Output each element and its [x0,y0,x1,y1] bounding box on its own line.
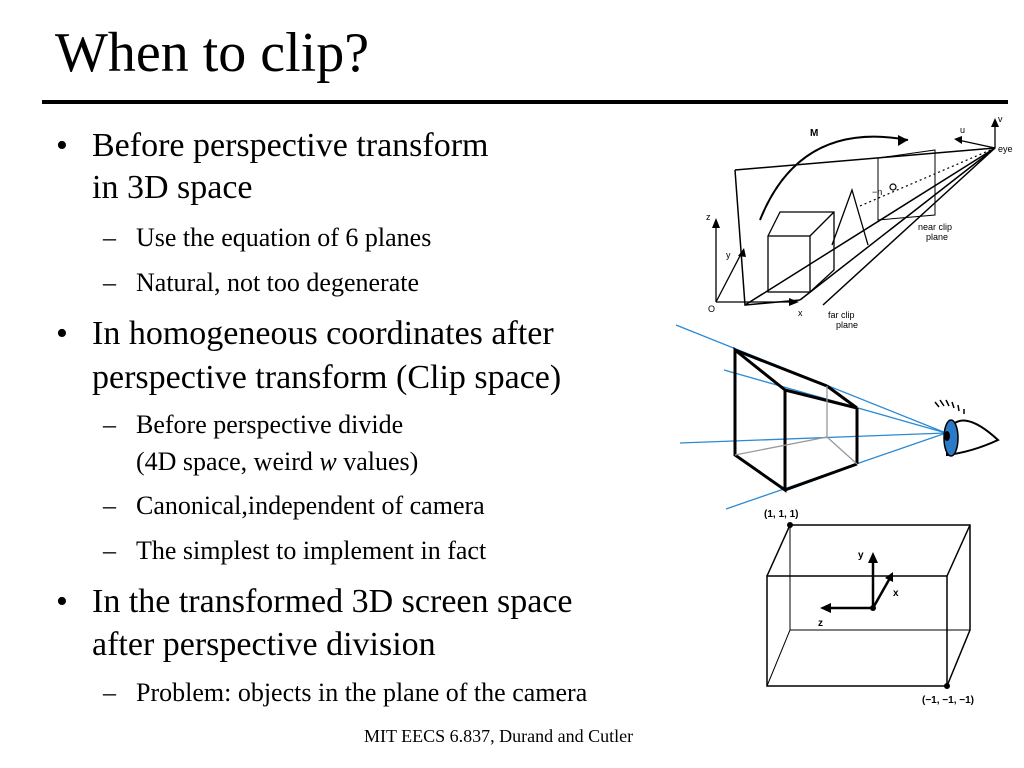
sub-bullet-marker: – [103,678,116,707]
sub-bullet-marker: – [103,223,116,252]
frustum-edge [745,148,995,305]
eye-icon [935,400,998,456]
sub-bullet-text: Use the equation of 6 planes [136,223,432,252]
canonical-box-hidden-edges [767,525,970,686]
sub-bullet-marker: – [103,410,116,439]
corner-point [944,683,950,689]
bullet-text: perspective transform (Clip space) [92,359,562,396]
sub-bullet-text-part: (4D space, weird [136,447,320,476]
canonical-box [767,525,970,686]
label-m: M [810,128,819,139]
label-y-axis: y [858,550,864,561]
label-z-axis: z [818,618,823,629]
corner-point [787,522,793,528]
ndc-axes [828,560,890,608]
label-bottom-corner: (−1, −1, −1) [922,695,974,706]
bullet-text: In the transformed 3D screen space [92,583,573,620]
sub-bullet-text: Before perspective divide [136,410,404,439]
label-near-clip: near clip [918,222,953,232]
frustum-edge [735,148,995,170]
pyramid-object [832,190,868,245]
label-top-corner: (1, 1, 1) [764,509,799,520]
sub-bullet-text [136,446,418,478]
arrow-head [789,298,799,306]
label-near-plane: plane [926,232,949,242]
bullet-marker: • [56,127,68,164]
label-z: z [706,212,711,222]
sub-bullet-text-italic: w [319,447,337,476]
label-x-axis: x [893,588,899,599]
view-frustum-figure [695,105,1024,340]
bullet-marker: • [56,315,68,352]
frustum-eye-figure [672,318,1012,518]
arrow-head [738,248,746,257]
frustum-hidden-edges [735,386,857,464]
label-far-clip: far clip [828,310,855,320]
label-y: y [726,250,731,260]
arrow-head [820,603,831,613]
label-far-plane: plane [836,320,859,330]
frustum-shape [735,350,857,490]
label-origin: O [708,304,716,314]
world-axes [716,222,795,302]
arrow-head [868,552,878,563]
slide-title: When to clip? [55,22,370,84]
label-n: −n [872,187,883,197]
bullet-text: after perspective division [92,626,436,663]
canonical-volume-figure [752,502,1004,712]
transform-arrow [760,137,908,220]
arrow-head [712,218,720,228]
frustum-edge [800,148,995,300]
view-direction-line [860,148,995,206]
label-v: v [998,114,1003,124]
label-u: u [960,125,966,135]
slide-footer: MIT EECS 6.837, Durand and Cutler [364,726,634,746]
arrow-head [898,135,908,146]
bullet-text: in 3D space [92,169,253,206]
cube-object [768,212,834,292]
origin-point [870,605,876,611]
sub-bullet-text: Natural, not too degenerate [136,268,419,297]
near-clip-plane [878,150,935,220]
focus-point [890,184,896,190]
label-eye: eye [998,144,1013,154]
frustum-edge [823,148,995,305]
sub-bullet-marker: – [103,536,116,565]
sub-bullet-text: Canonical,independent of camera [136,491,485,520]
bullet-marker: • [56,583,68,620]
sub-bullet-text: Problem: objects in the plane of the camera [136,678,588,707]
sub-bullet-text: The simplest to implement in fact [136,536,487,565]
sub-bullet-text-part: values) [336,447,419,476]
arrow-head [954,136,962,144]
bullet-text: Before perspective transform [92,127,489,164]
bullet-text: In homogeneous coordinates after [92,315,554,352]
sub-bullet-marker: – [103,268,116,297]
label-x: x [798,308,803,318]
sub-bullet-marker: – [103,491,116,520]
